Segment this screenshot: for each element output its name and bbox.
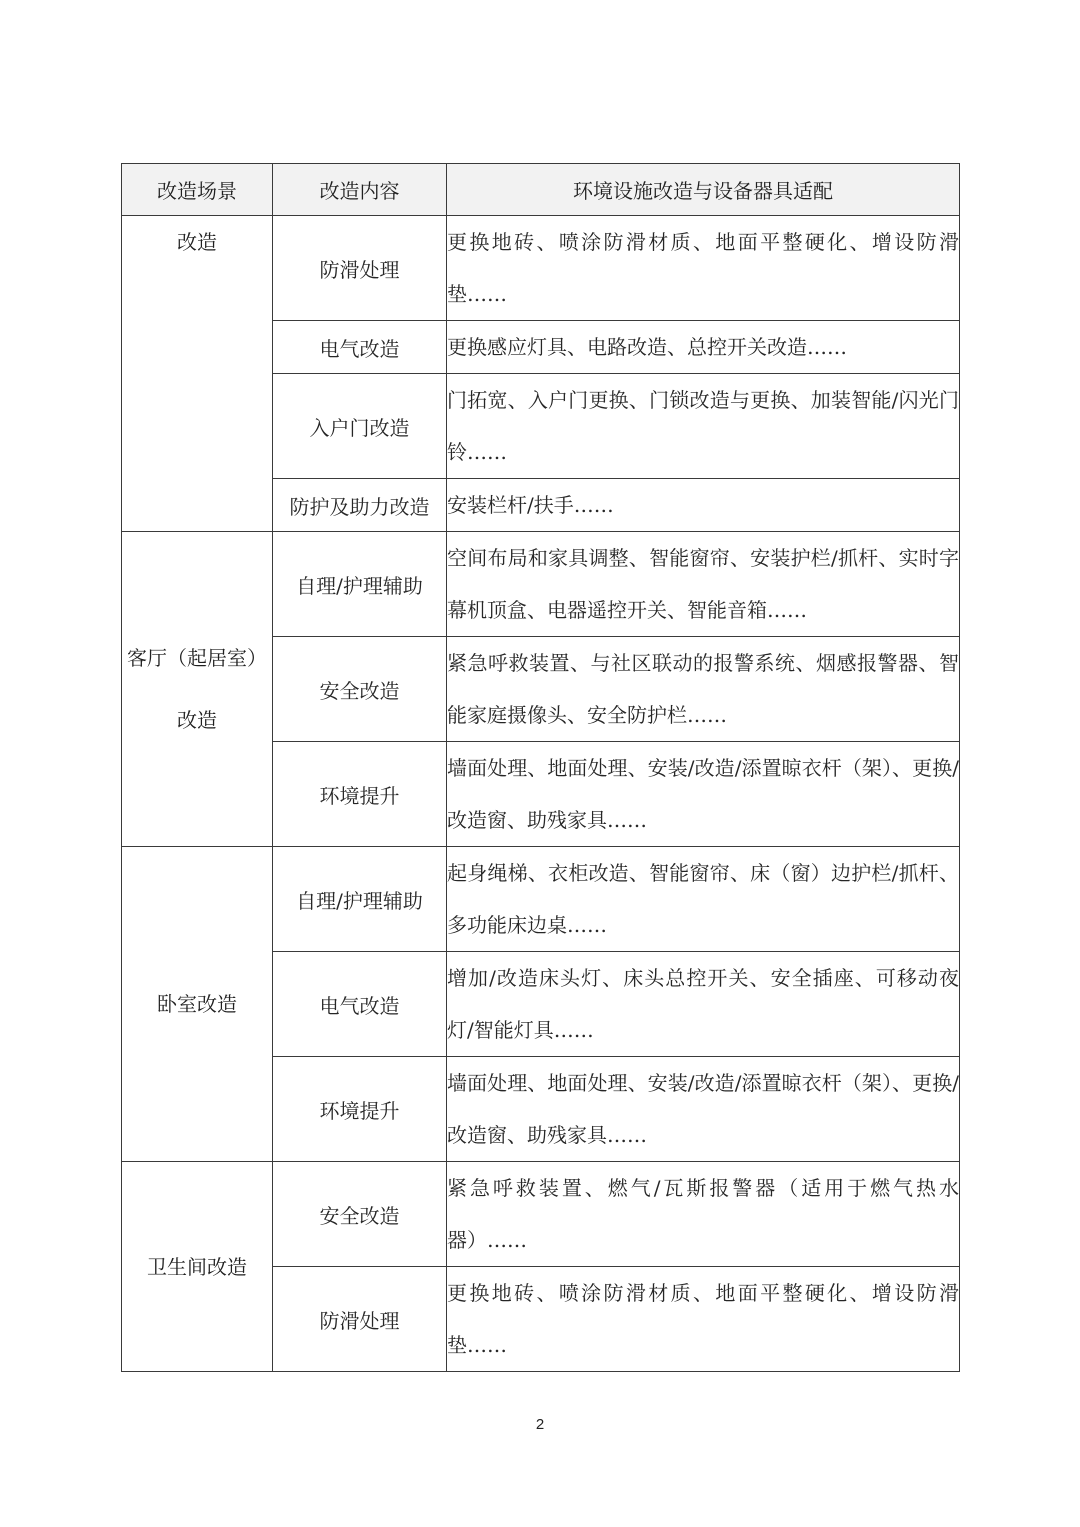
- content-cell: 防滑处理: [273, 216, 447, 321]
- content-cell: 电气改造: [273, 321, 447, 374]
- content-cell: 防护及助力改造: [273, 479, 447, 532]
- adaptation-cell: 紧急呼救装置、与社区联动的报警系统、烟感报警器、智能家庭摄像头、安全防护栏……: [447, 637, 960, 742]
- adaptation-cell: 更换地砖、喷涂防滑材质、地面平整硬化、增设防滑垫……: [447, 1267, 960, 1372]
- scene-label: 卧室改造: [157, 992, 237, 1016]
- header-row: [122, 164, 960, 216]
- scene-cell: [122, 847, 273, 1162]
- adaptation-cell: 空间布局和家具调整、智能窗帘、安装护栏/抓杆、实时字幕机顶盒、电器遥控开关、智能音箱……: [447, 532, 960, 637]
- content-cell: 环境提升: [273, 1057, 447, 1162]
- adaptation-cell: 更换地砖、喷涂防滑材质、地面平整硬化、增设防滑垫……: [447, 216, 960, 321]
- content-cell: 自理/护理辅助: [273, 847, 447, 952]
- scene-cell: [122, 216, 273, 532]
- content-cell: 安全改造: [273, 637, 447, 742]
- adaptation-cell: 墙面处理、地面处理、安装/改造/添置晾衣杆（架）、更换/改造窗、助残家具……: [447, 1057, 960, 1162]
- table-row: [122, 847, 960, 952]
- scene-cell: [122, 1162, 273, 1372]
- header-scene: 改造场景: [122, 164, 273, 216]
- scene-label: 改造: [177, 708, 217, 732]
- adaptation-cell: 安装栏杆/扶手……: [447, 479, 960, 532]
- table-row: [122, 216, 960, 321]
- content-cell: 自理/护理辅助: [273, 532, 447, 637]
- table-row: [122, 532, 960, 637]
- table-row: [122, 1162, 960, 1267]
- adaptation-cell: 更换感应灯具、电路改造、总控开关改造……: [447, 321, 960, 374]
- content-cell: 防滑处理: [273, 1267, 447, 1372]
- adaptation-cell: 增加/改造床头灯、床头总控开关、安全插座、可移动夜灯/智能灯具……: [447, 952, 960, 1057]
- renovation-table: [121, 163, 960, 1372]
- adaptation-cell: 起身绳梯、衣柜改造、智能窗帘、床（窗）边护栏/抓杆、多功能床边桌……: [447, 847, 960, 952]
- adaptation-cell: 墙面处理、地面处理、安装/改造/添置晾衣杆（架）、更换/改造窗、助残家具……: [447, 742, 960, 847]
- header-adaptation: 环境设施改造与设备器具适配: [447, 164, 960, 216]
- content-cell: 入户门改造: [273, 374, 447, 479]
- content-cell: 安全改造: [273, 1162, 447, 1267]
- adaptation-cell: 紧急呼救装置、燃气/瓦斯报警器（适用于燃气热水器）……: [447, 1162, 960, 1267]
- scene-label: 卫生间改造: [147, 1254, 247, 1279]
- page-number: 2: [535, 1416, 545, 1433]
- content-cell: 电气改造: [273, 952, 447, 1057]
- content-cell: 环境提升: [273, 742, 447, 847]
- header-content: 改造内容: [273, 164, 447, 216]
- scene-cell: [122, 532, 273, 847]
- scene-label: 客厅（起居室）: [127, 646, 267, 670]
- scene-label: 改造: [177, 230, 217, 254]
- adaptation-cell: 门拓宽、入户门更换、门锁改造与更换、加装智能/闪光门铃……: [447, 374, 960, 479]
